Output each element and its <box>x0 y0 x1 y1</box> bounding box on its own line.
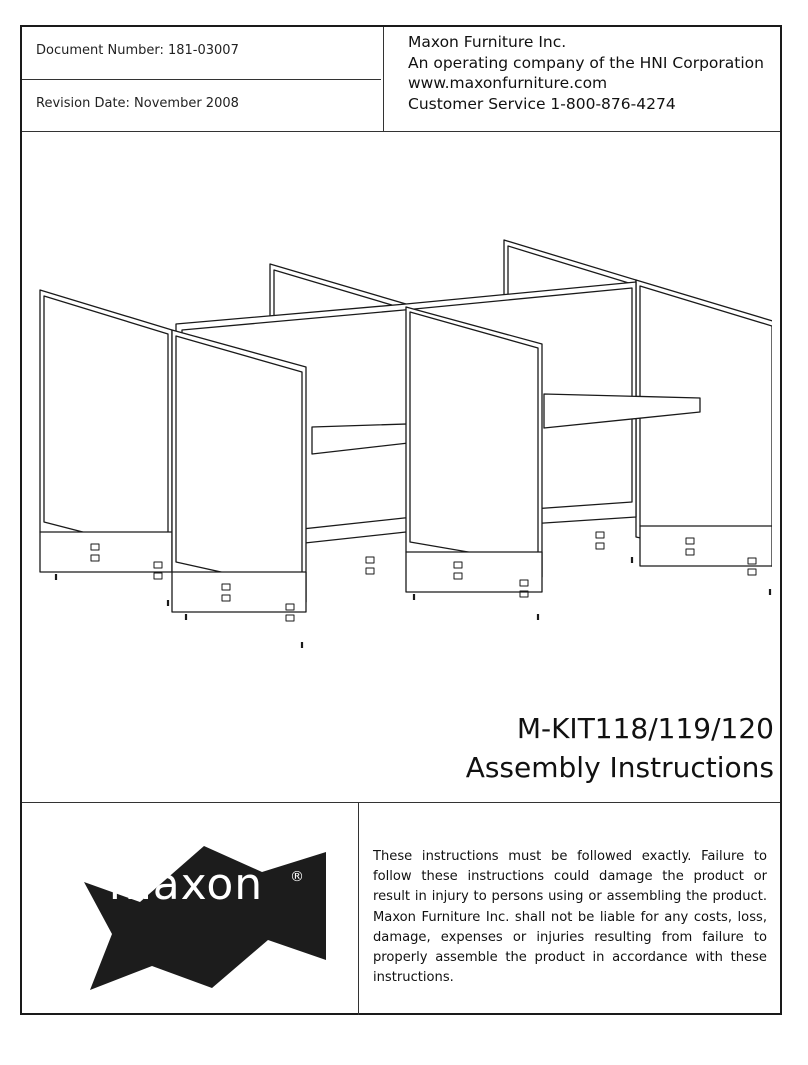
company-name: Maxon Furniture Inc. <box>408 33 567 51</box>
maxon-logo-text: maxon <box>108 859 264 910</box>
footer-divider-vertical <box>358 802 359 1015</box>
registered-mark: ® <box>290 869 304 885</box>
header-divider-vertical <box>383 27 384 131</box>
page-frame <box>20 25 782 1015</box>
revision-date: Revision Date: November 2008 <box>36 96 239 111</box>
customer-service: Customer Service 1-800-876-4274 <box>408 94 676 113</box>
model-number: M-KIT118/119/120 <box>516 712 774 745</box>
company-parent: An operating company of the HNI Corporation <box>408 53 764 72</box>
header-divider-mid <box>22 79 381 80</box>
header-divider-bottom <box>22 131 780 132</box>
footer-divider <box>22 802 780 803</box>
workstation-illustration <box>36 232 772 652</box>
document-number: Document Number: 181-03007 <box>36 43 239 58</box>
company-website: www.maxonfurniture.com <box>408 74 608 92</box>
document-title: Assembly Instructions <box>465 751 774 784</box>
company-info <box>408 32 780 114</box>
safety-notice: These instructions must be followed exactly. Failure to follow these instructions could damage the product or result in injury to persons using or assembling the product. Maxon Furniture Inc. shall not be liable for any costs, loss, damage, expenses or injuries resulting from failure to properly assemble the product in accordance with these instructions. <box>373 849 767 986</box>
